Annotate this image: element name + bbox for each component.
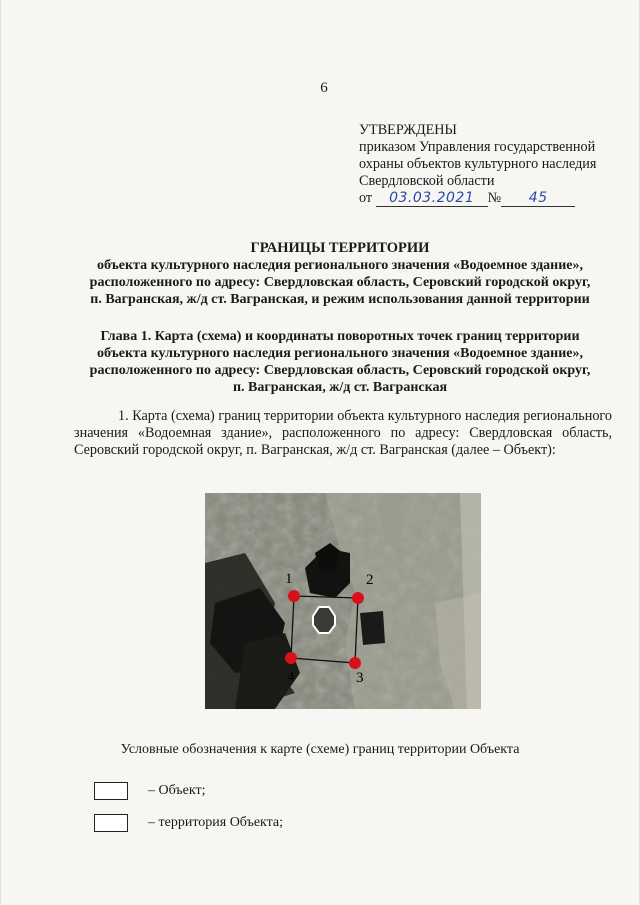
title-line: объекта культурного наследия регионального значения «Водоемное здание», xyxy=(96,258,584,273)
approval-date-line xyxy=(359,190,629,207)
boundary-point-4 xyxy=(285,652,297,664)
approval-date: 03.03.2021 xyxy=(389,190,475,206)
legend-label: – Объект; xyxy=(148,783,206,798)
approval-line: Свердловской области xyxy=(359,173,495,189)
chapter-line: Глава 1. Карта (схема) и координаты поворотных точек границ территории xyxy=(100,329,580,344)
point-label-4: 4 xyxy=(287,669,295,685)
chapter-heading xyxy=(70,328,610,396)
approval-line: охраны объектов культурного наследия xyxy=(359,156,597,172)
boundary-point-1 xyxy=(288,590,300,602)
object-outline xyxy=(313,607,335,633)
legend-label: – территория Объекта; xyxy=(148,815,284,830)
boundary-point-2 xyxy=(352,592,364,604)
number-label: № xyxy=(487,190,502,206)
boundary-point-3 xyxy=(349,657,361,669)
approval-block xyxy=(359,122,629,207)
point-label-1: 1 xyxy=(285,571,293,587)
chapter-line: расположенного по адресу: Свердловская область, Серовский городской округ, xyxy=(89,363,591,378)
legend-title: Условные обозначения к карте (схеме) границ территории Объекта xyxy=(120,742,520,757)
legend-swatch xyxy=(94,814,128,832)
legend-swatch xyxy=(94,782,128,800)
title-line: расположенного по адресу: Свердловская область, Серовский городской округ, xyxy=(89,275,591,290)
page-number: 6 xyxy=(320,80,328,96)
chapter-line: объекта культурного наследия регионального значения «Водоемное здание», xyxy=(96,346,584,361)
approval-heading: УТВЕРЖДЕНЫ xyxy=(359,122,457,138)
point-label-2: 2 xyxy=(366,572,374,588)
chapter-line: п. Вагранская, ж/д ст. Вагранская xyxy=(232,380,448,395)
point-label-3: 3 xyxy=(356,670,364,686)
paragraph-1 xyxy=(74,408,612,459)
boundary-map xyxy=(205,493,481,709)
satellite-image xyxy=(205,493,481,709)
approval-number: 45 xyxy=(528,190,548,206)
title-line: п. Вагранская, ж/д ст. Вагранская, и режим использования данной территории xyxy=(90,292,590,307)
paragraph-text: 1. Карта (схема) границ территории объекта культурного наследия регионального значения «Водоемная здание», расположенного по адресу: Свердловская область, Серовский городской округ, п. Вагранская, ж/д ст. Вагранская (далее – Объект): xyxy=(74,408,612,458)
from-label: от xyxy=(359,190,373,206)
approval-line: приказом Управления государственной xyxy=(359,139,596,155)
title-heading: ГРАНИЦЫ ТЕРРИТОРИИ xyxy=(250,240,430,256)
document-title xyxy=(70,240,610,308)
